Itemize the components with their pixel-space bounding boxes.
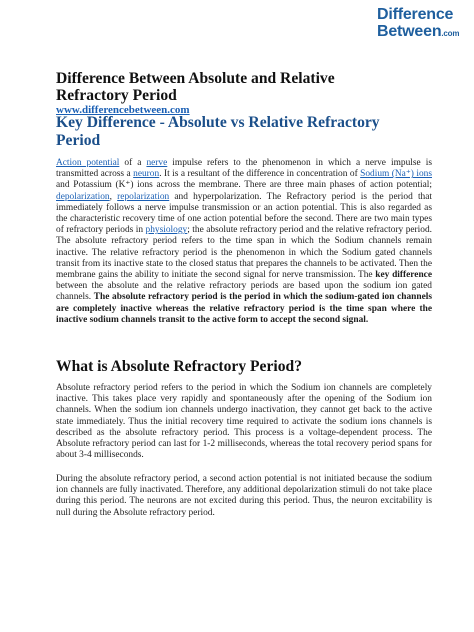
link-depolarization[interactable]: depolarization	[56, 191, 110, 202]
logo-line-2	[377, 23, 459, 41]
site-logo[interactable]	[371, 3, 469, 48]
link-action-potential[interactable]: Action potential	[56, 158, 120, 168]
bold-summary: The absolute refractory period is the period in which the sodium-gated ion channels are completely inactive whereas the relative refractory period is the time span where the inactive sodium channels transit to the active form to accept the second signal.	[56, 292, 432, 325]
link-sodium-ions[interactable]: Sodium (Na⁺) ions	[360, 169, 432, 180]
text-segment: ,	[109, 191, 118, 202]
text-segment: between the absolute and the relative refractory periods are based upon the sodium ion gated channels.	[56, 281, 432, 303]
site-link[interactable]: www.differencebetween.com	[56, 104, 190, 116]
logo-line-1: Difference	[377, 6, 454, 23]
key-difference-heading: Key Difference - Absolute vs Relative Refractory Period	[56, 114, 380, 149]
text-segment: and hyperpolarization. The Refractory period is the period that immediately follows a nerve impulse transmission or an action potential. This is also regarded as the characteristic recovery time of one action potential before the second. There are two main types of refractory periods in	[56, 191, 433, 236]
link-physiology[interactable]: physiology	[145, 225, 188, 236]
bold-key-difference: key difference	[375, 270, 432, 281]
logo-line-2-text: Between	[377, 23, 442, 40]
link-repolarization[interactable]: repolarization	[117, 191, 170, 202]
absolute-paragraph-1: Absolute refractory period refers to the period in which the Sodium ion channels are completely inactive. This takes place very rapidly and spontaneously after the opening of the Sodium ion channels. When the sodium ion channels undergo inactivation, they cannot get back to the active state immediately. Thus the initial recovery time required to activate the sodium ions channels is described as the absolute refractory period. This process is a voltage-dependent process. The Absolute refractory period can last for 1-2 milliseconds, whereas the total recovery period spans for about 3-4 milliseconds.	[56, 383, 432, 461]
document-title: Difference Between Absolute and Relative Refractory Period	[56, 70, 335, 104]
text-segment: ; the absolute refractory period and the relative refractory period. The absolute refractory period refers to the time span in which the Sodium channels remain inactive. The relative refractory period is the phenomenon in which the Sodium gated channels transit from its inactive state to the closed status that prepares the channels to be activated. Then the membrane gains the ability to initiate the second signal for nerve transmission. The	[56, 225, 433, 281]
link-nerve[interactable]: nerve	[146, 158, 168, 168]
intro-paragraph	[56, 158, 432, 326]
link-neuron[interactable]: neuron	[133, 169, 160, 180]
section-heading-absolute: What is Absolute Refractory Period?	[56, 358, 302, 375]
text-segment: impulse refers to the phenomenon in which a nerve impulse is transmitted across a	[56, 158, 432, 180]
text-segment: . It is a resultant of the difference in concentration of	[159, 169, 361, 180]
absolute-paragraph-2: During the absolute refractory period, a second action potential is not initiated because the sodium ion channels are fully inactivated. Therefore, any additional depolarization stimuli do not take place during this period. The neurons are not excited during this period. Thus, the neuron excitability is null during the Absolute refractory period.	[56, 474, 432, 518]
text-segment: of a	[119, 158, 147, 168]
logo-suffix: .com	[441, 29, 460, 38]
text-segment: and Potassium (K⁺) ions across the membrane. There are three main phases of action potential;	[56, 180, 432, 191]
